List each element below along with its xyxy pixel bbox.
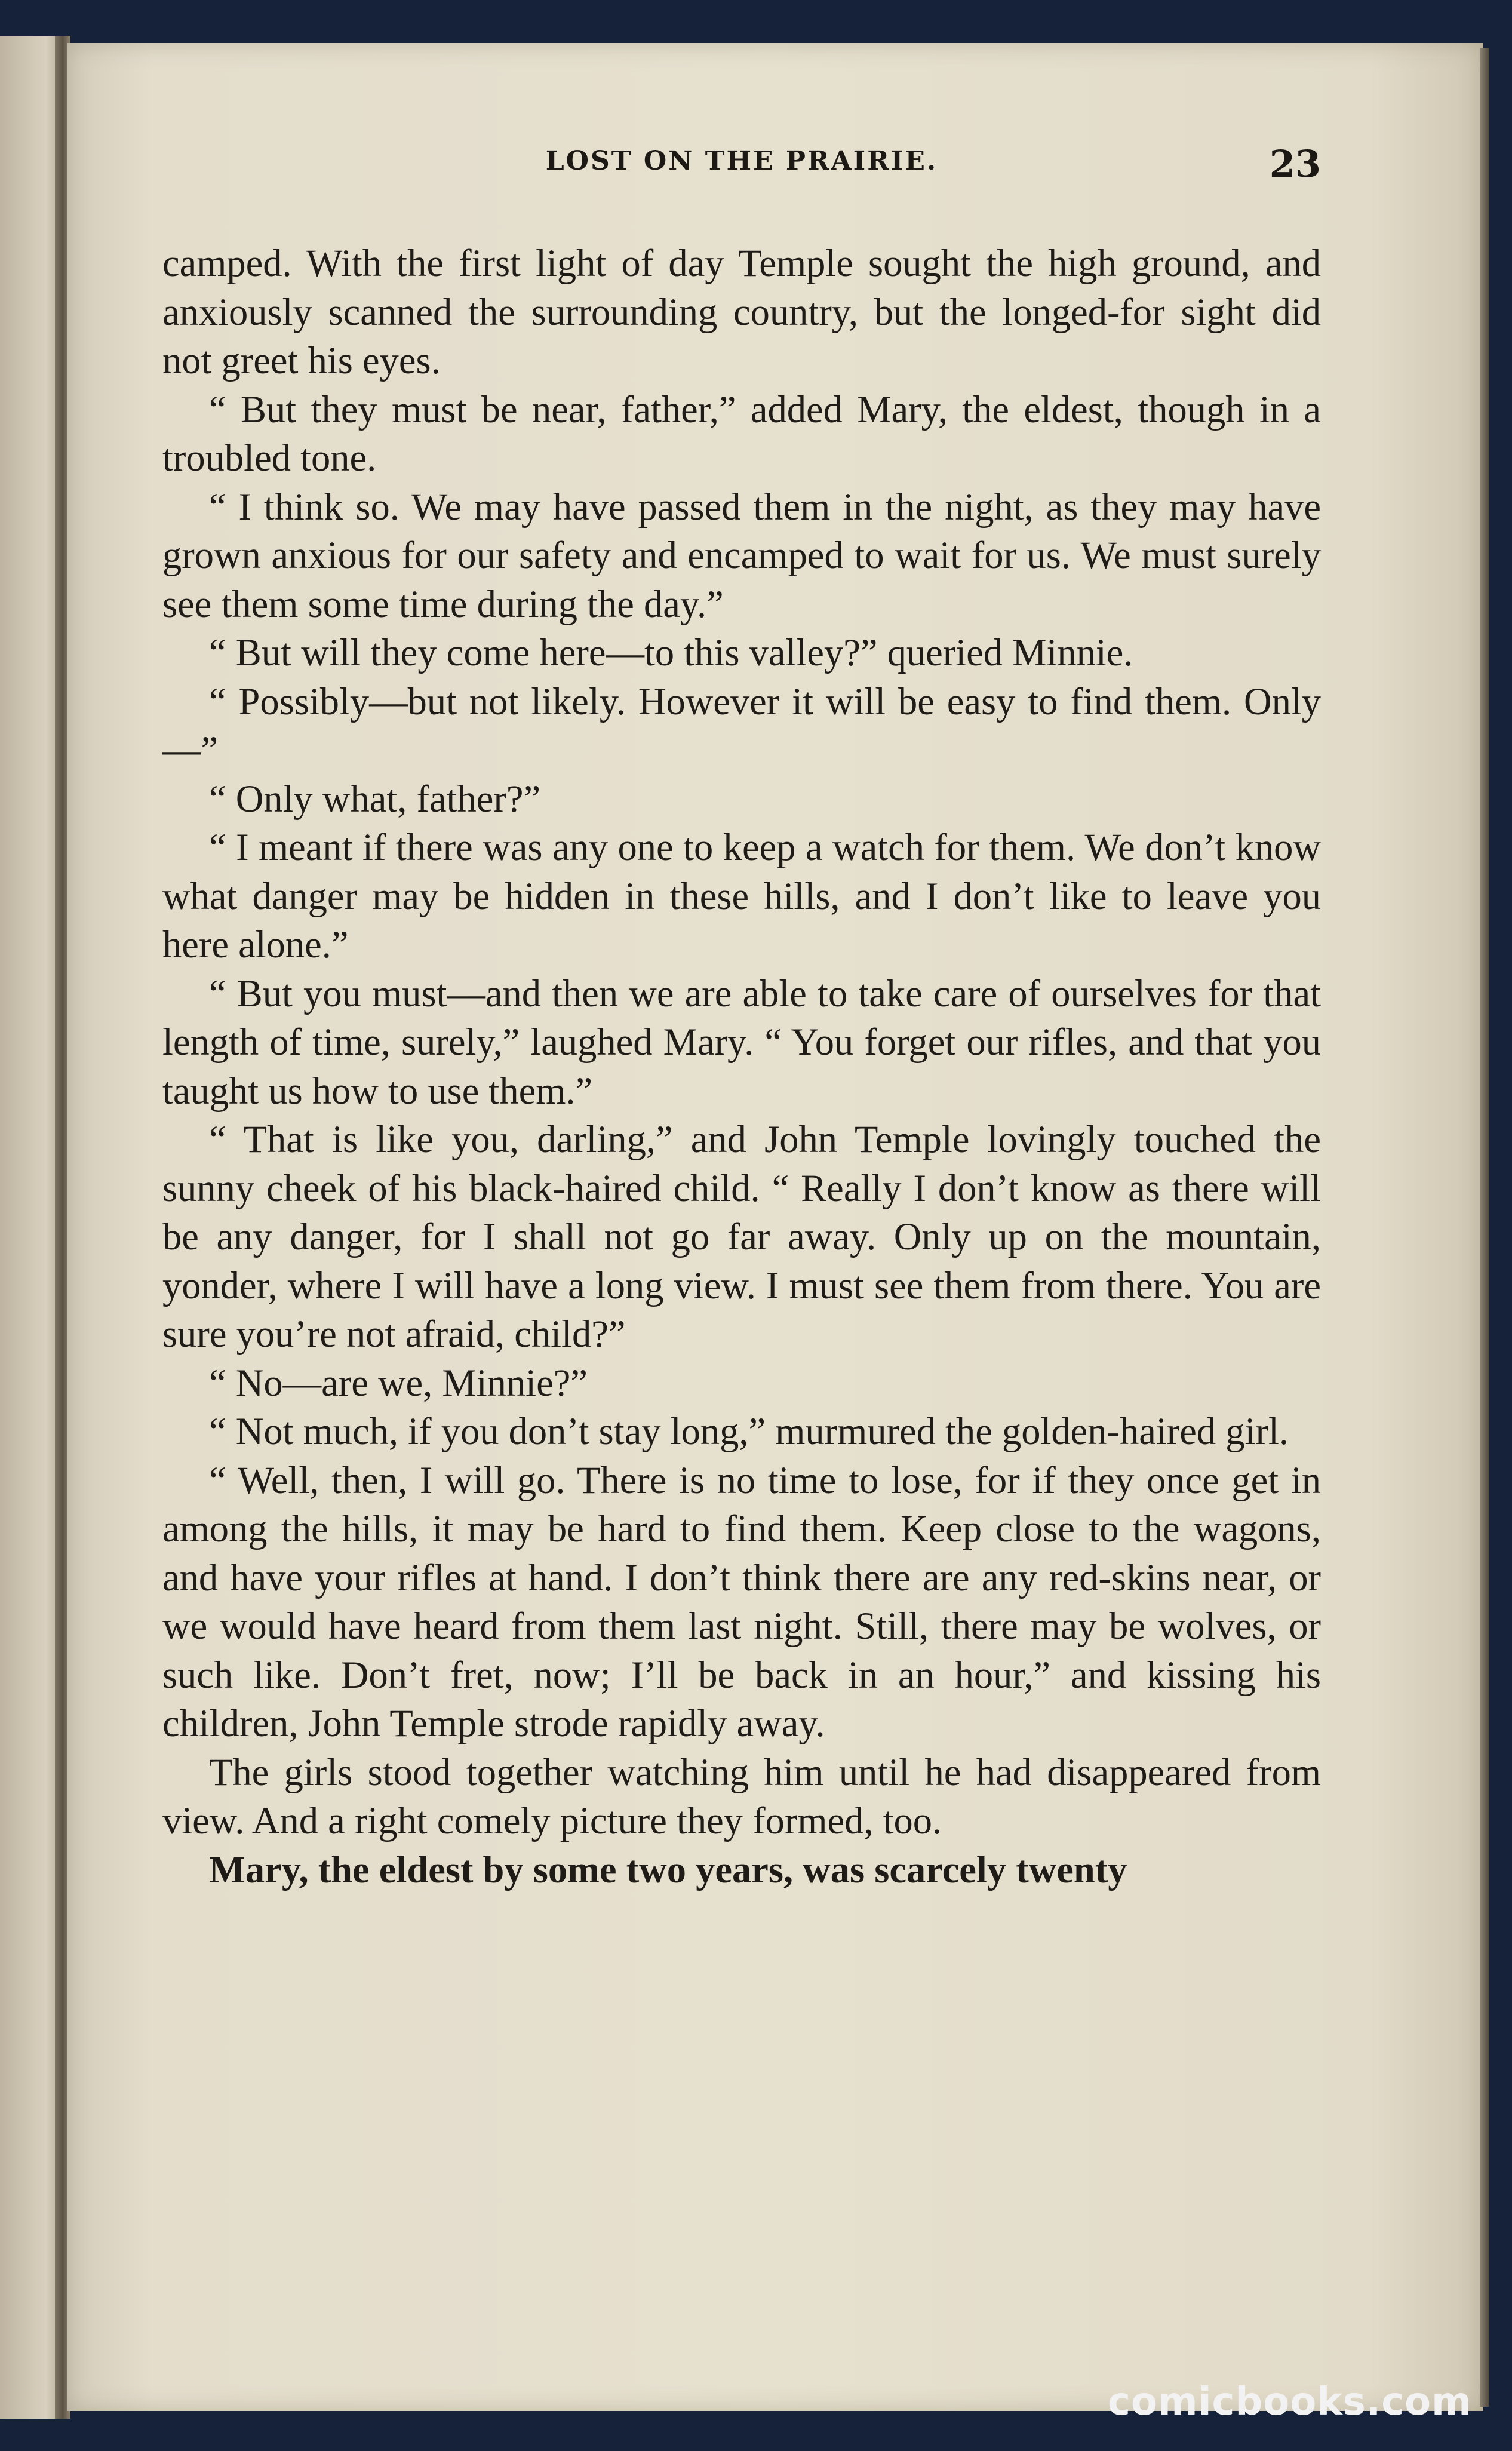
page-header [162, 142, 1321, 190]
running-head: LOST ON THE PRAIRIE. [545, 146, 938, 176]
paragraph: “ But they must be near, father,” added Mary, the eldest, though in a troubled tone. [162, 388, 1321, 479]
paragraph: camped. With the first light of day Temple sought the high ground, and anxiously scanned the surrounding country, but the longed-for sight did not greet his eyes. [162, 242, 1321, 382]
paragraph: “ Not much, if you don’t stay long,” murmured the golden-haired girl. [209, 1410, 1289, 1452]
paragraph: “ Well, then, I will go. There is no time to lose, for if they once get in among the hills, it may be hard to find them. Keep close to the wagons, and have your rifles at hand. I don’t think there are any red-skins near, or we would have heard from them last night. Still, there may be wolves, or such like. Don’t fret, now; I’ll be back in an hour,” and kissing his children, John Temple strode rapidly away. [162, 1458, 1321, 1744]
page-number: 23 [1269, 142, 1321, 186]
paragraph: The girls stood together watching him until he had disappeared from view. And a right comely picture they formed, too. [162, 1750, 1321, 1842]
paragraph: “ Possibly—but not likely. However it will be easy to find them. Only—” [162, 680, 1321, 771]
paragraph: “ But will they come here—to this valley?” queried Minnie. [209, 631, 1133, 674]
page-edge-shadow [1480, 48, 1489, 2407]
paragraph: “ That is like you, darling,” and John Temple lovingly touched the sunny cheek of his black-haired child. “ Really I don’t know as there will be any danger, for I shall not go far away. Only up on the mountain, yonder, where I will have a long view. I must see them from there. You are sure you’re not afraid, child?” [162, 1118, 1321, 1355]
paragraph: “ I meant if there was any one to keep a watch for them. We don’t know what danger may be hidden in these hills, and I don’t like to leave you here alone.” [162, 826, 1321, 966]
watermark-logo: comicbooks.com [1108, 2380, 1472, 2424]
body-text [162, 239, 1321, 1894]
paragraph: “ I think so. We may have passed them in the night, as they may have grown anxious for our safety and encamped to wait for us. We must surely see them some time during the day.” [162, 485, 1321, 625]
paragraph: “ Only what, father?” [209, 777, 541, 820]
paragraph: “ No—are we, Minnie?” [209, 1361, 588, 1404]
paragraph: Mary, the eldest by some two years, was scarcely twenty [209, 1848, 1127, 1891]
paragraph: “ But you must—and then we are able to take care of ourselves for that length of time, surely,” laughed Mary. “ You forget our rifles, and that you taught us how to use them.” [162, 972, 1321, 1112]
